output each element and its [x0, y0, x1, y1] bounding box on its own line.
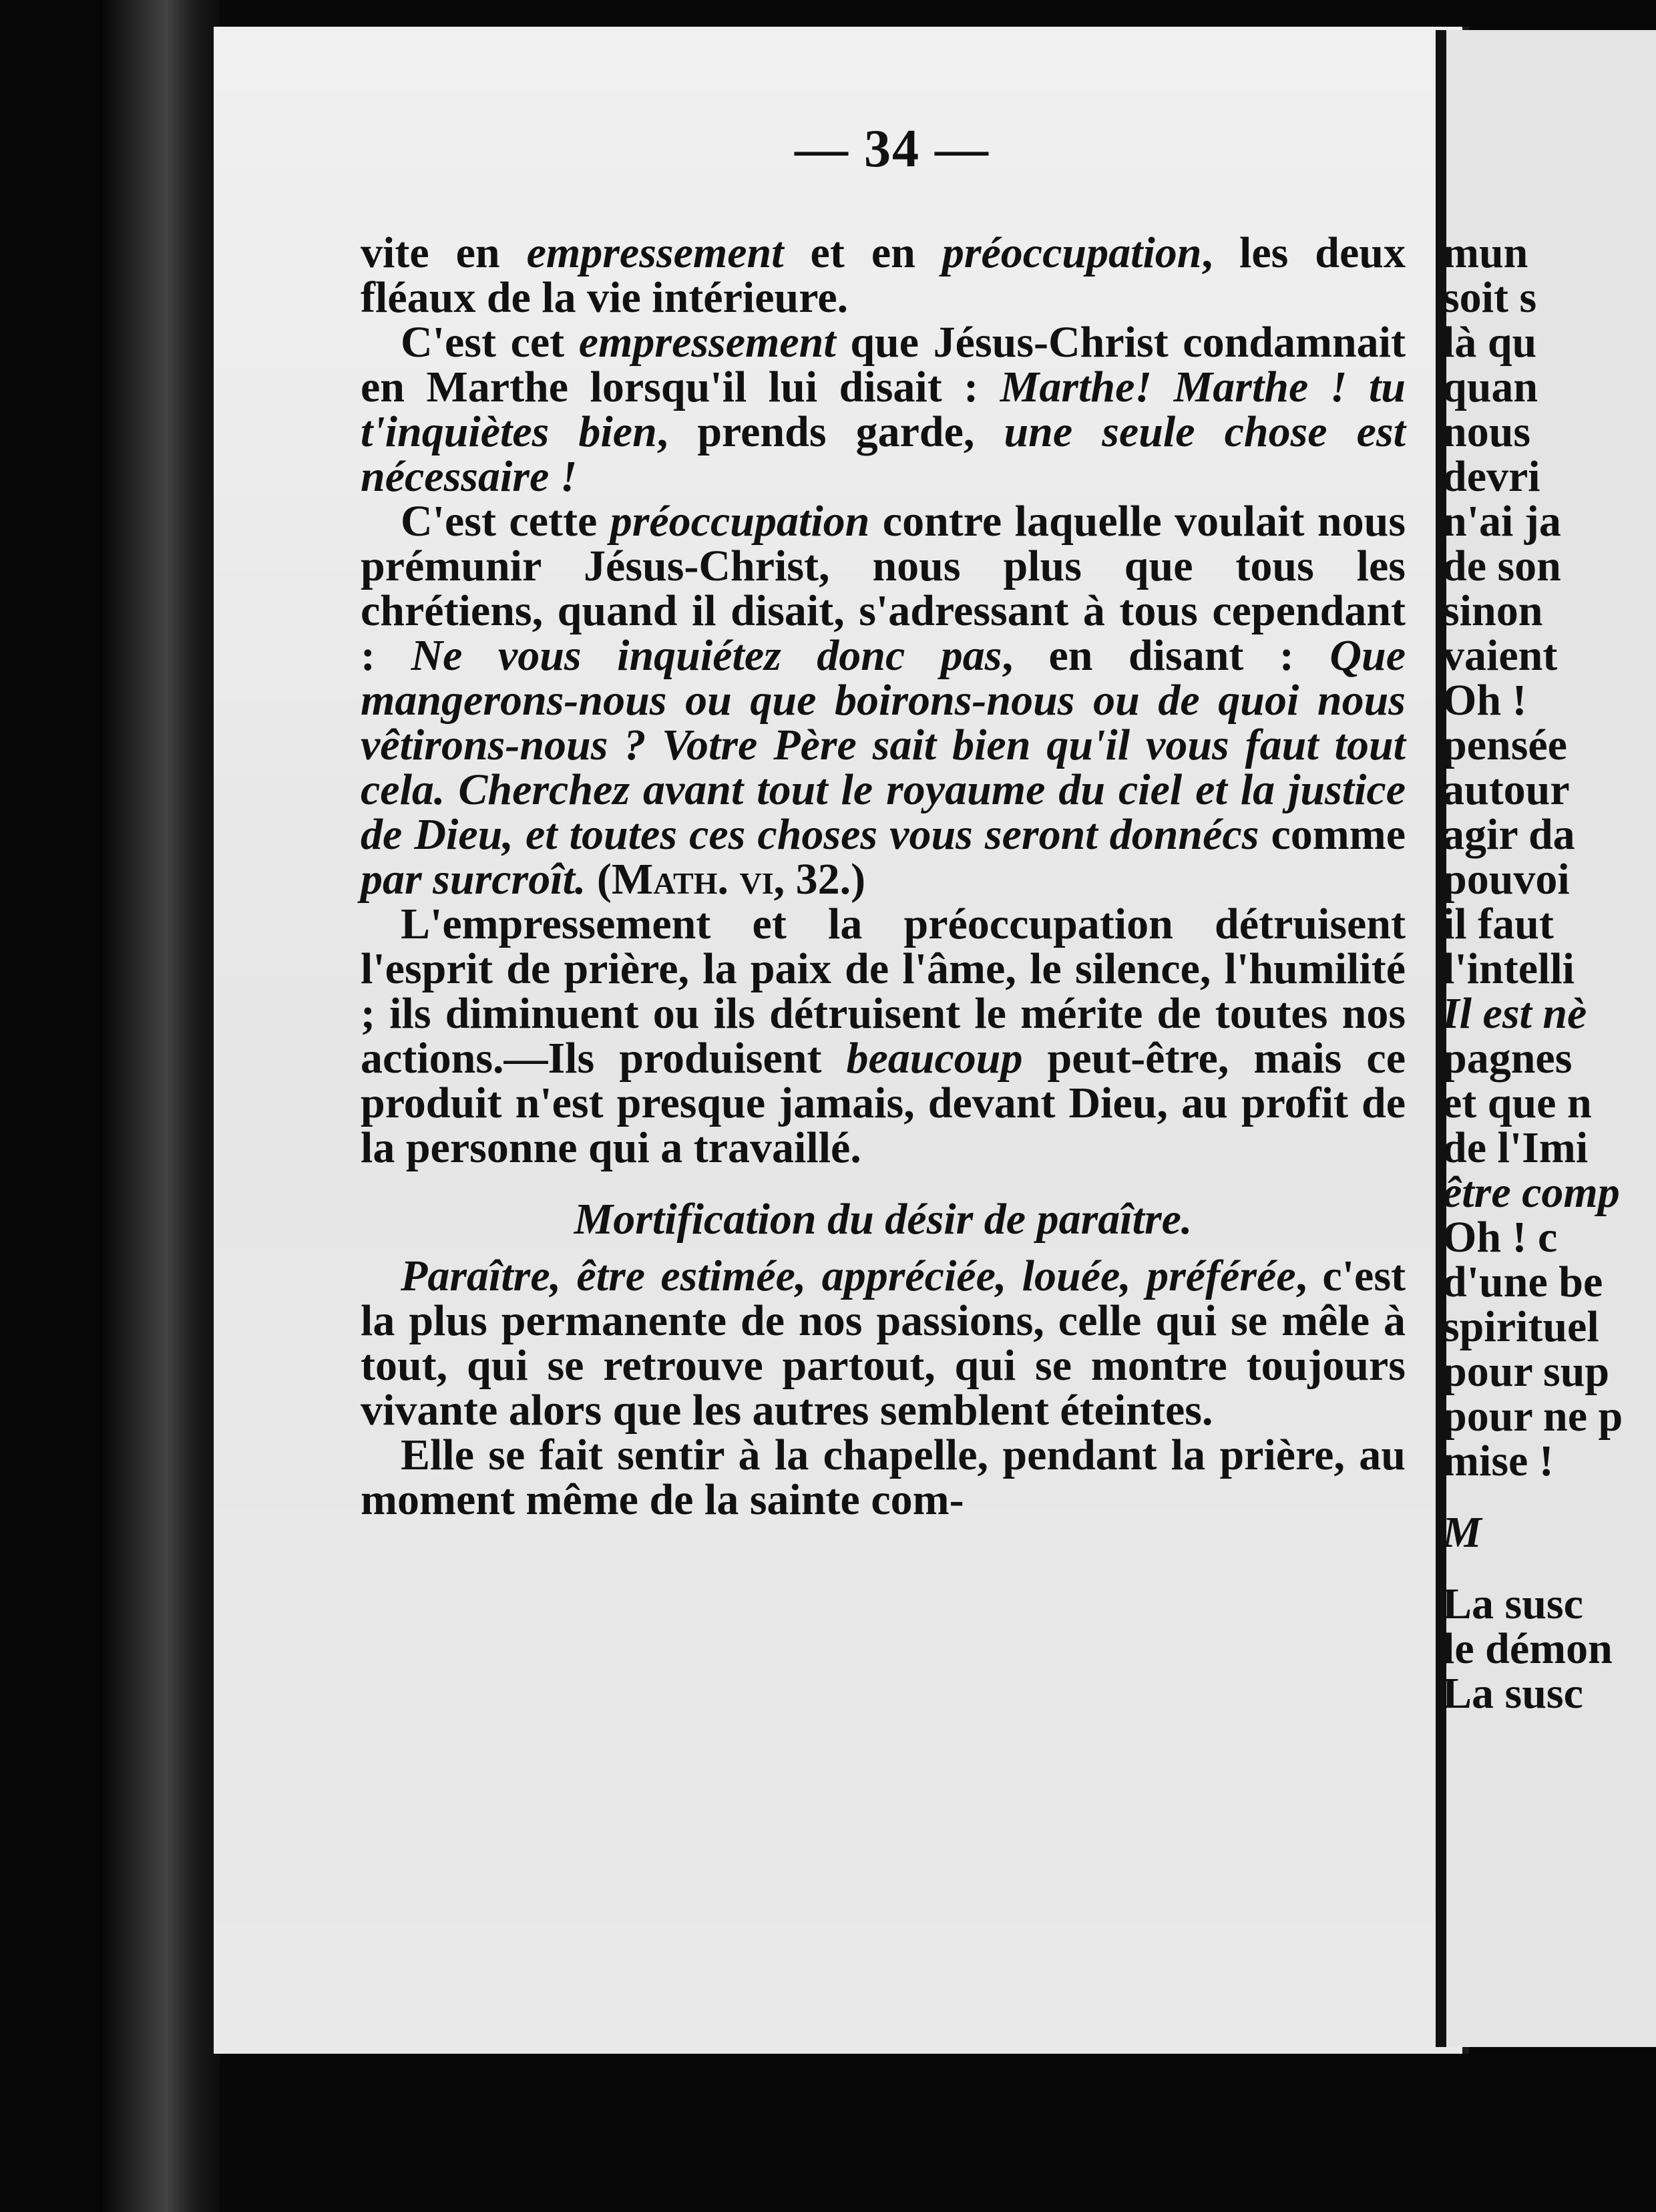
paragraph-2	[361, 320, 1406, 499]
right-line: mise !	[1442, 1437, 1554, 1485]
right-line: l'intelli	[1442, 944, 1575, 993]
right-line: nous	[1442, 407, 1531, 456]
italic-run: préoccupation	[610, 497, 870, 546]
book-binding	[100, 0, 220, 2212]
right-line: vaient	[1442, 631, 1558, 680]
right-line: sinon	[1442, 586, 1543, 635]
right-line: mun	[1442, 230, 1528, 277]
page-number: — 34 —	[795, 120, 990, 178]
right-line: devri	[1442, 452, 1540, 501]
italic-run: Marthe! Marthe ! tu t'inquiètes bien	[361, 363, 1406, 456]
text-run: contre laquelle voulait nous prémunir Jésus-Christ, nous plus que tous les chrétiens, quand il disait, s'adressant à tous cependant :	[361, 497, 1406, 680]
main-page-text	[361, 230, 1406, 1522]
text-run: L'empressement et la préoccupation détruisent l'esprit de prière, la paix de l'âme, le silence, l'humilité ; ils diminuent ou ils détruisent le mérite de toutes nos actions.—Ils produisent	[361, 900, 1406, 1083]
section-heading: Mortification du désir de paraître.	[574, 1195, 1193, 1244]
right-line: spirituel	[1442, 1302, 1599, 1351]
right-line: pour ne p	[1442, 1392, 1623, 1441]
text-run: peut-être, mais ce produit n'est presque jamais, devant Dieu, au profit de la personne qui a travaillé.	[361, 1034, 1406, 1172]
italic-run: empressement	[578, 318, 836, 367]
right-line: soit s	[1442, 273, 1537, 322]
italic-run: une seule chose est nécessaire !	[361, 407, 1406, 501]
right-line: La susc	[1442, 1669, 1583, 1716]
paragraph-3	[361, 499, 1406, 902]
right-line: et que n	[1442, 1079, 1592, 1127]
right-line: être comp	[1442, 1168, 1620, 1217]
right-page-text	[1442, 230, 1656, 1716]
right-line: M	[1442, 1508, 1482, 1557]
italic-run: Paraître, être estimée, appréciée, louée, préférée	[401, 1252, 1296, 1300]
right-line: pensée	[1442, 721, 1567, 769]
italic-run: Que mangerons-nous ou que boirons-nous ou de quoi nous vêtirons-nous ? Votre Père sait bien qu'il vous faut tout cela. Cherchez avant tout le royaume du ciel et la justice de Dieu, et toutes ces choses vous seront donnécs	[361, 631, 1406, 859]
paragraph-5	[361, 1254, 1406, 1433]
italic-run: Ne vous inquiétez donc pas	[411, 631, 1002, 680]
right-line: là qu	[1442, 318, 1537, 367]
text-run: vite en	[361, 228, 527, 277]
paragraph-1	[361, 230, 1406, 320]
right-line: Oh !	[1442, 676, 1527, 725]
right-line: de son	[1442, 542, 1561, 590]
right-line: pour sup	[1442, 1347, 1610, 1396]
right-line: n'ai ja	[1442, 497, 1561, 546]
right-line: quan	[1442, 363, 1538, 411]
text-run: , c'est la plus permanente de nos passions, celle qui se mêle à tout, qui se retrouve partout, qui se montre toujours vivante alors que les autres semblent éteintes.	[361, 1252, 1406, 1435]
text-run: et en	[783, 228, 942, 277]
right-line: pagnes	[1442, 1034, 1573, 1083]
right-line: il faut	[1442, 900, 1554, 948]
right-line: Il est nè	[1442, 989, 1587, 1038]
text-run: , les deux fléaux de la vie intérieure.	[361, 228, 1406, 322]
italic-run: empressement	[526, 228, 784, 277]
text-run: , prends garde,	[656, 407, 1004, 456]
italic-run: par surcroît.	[361, 855, 586, 904]
paragraph-4	[361, 902, 1406, 1170]
citation: Math. vi	[611, 855, 774, 904]
text-run: (	[586, 855, 612, 904]
right-line: le démon	[1442, 1624, 1613, 1673]
right-line: Oh ! c	[1442, 1213, 1558, 1262]
right-line: pouvoi	[1442, 855, 1570, 904]
text-run: que Jésus-Christ condamnait en Marthe lorsqu'il lui disait :	[361, 318, 1406, 411]
text-run: C'est cette	[401, 497, 610, 546]
italic-run: préoccupation	[942, 228, 1202, 277]
right-line: agir da	[1442, 810, 1575, 859]
right-gap	[1442, 1483, 1656, 1510]
paragraph-6	[361, 1433, 1406, 1522]
right-line: autour	[1442, 765, 1570, 814]
text-run: , 32.)	[773, 855, 866, 904]
right-line: La susc	[1442, 1580, 1583, 1628]
italic-run: beaucoup	[846, 1034, 1023, 1083]
right-line: de l'Imi	[1442, 1123, 1589, 1172]
text-run: Elle se fait sentir à la chapelle, pendant la prière, au moment même de la sainte com-	[361, 1431, 1406, 1524]
text-run: comme	[1259, 810, 1406, 859]
right-gap	[1442, 1555, 1656, 1582]
text-run: C'est cet	[401, 318, 579, 367]
text-run: , en disant :	[1002, 631, 1330, 680]
right-line: d'une be	[1442, 1258, 1603, 1306]
